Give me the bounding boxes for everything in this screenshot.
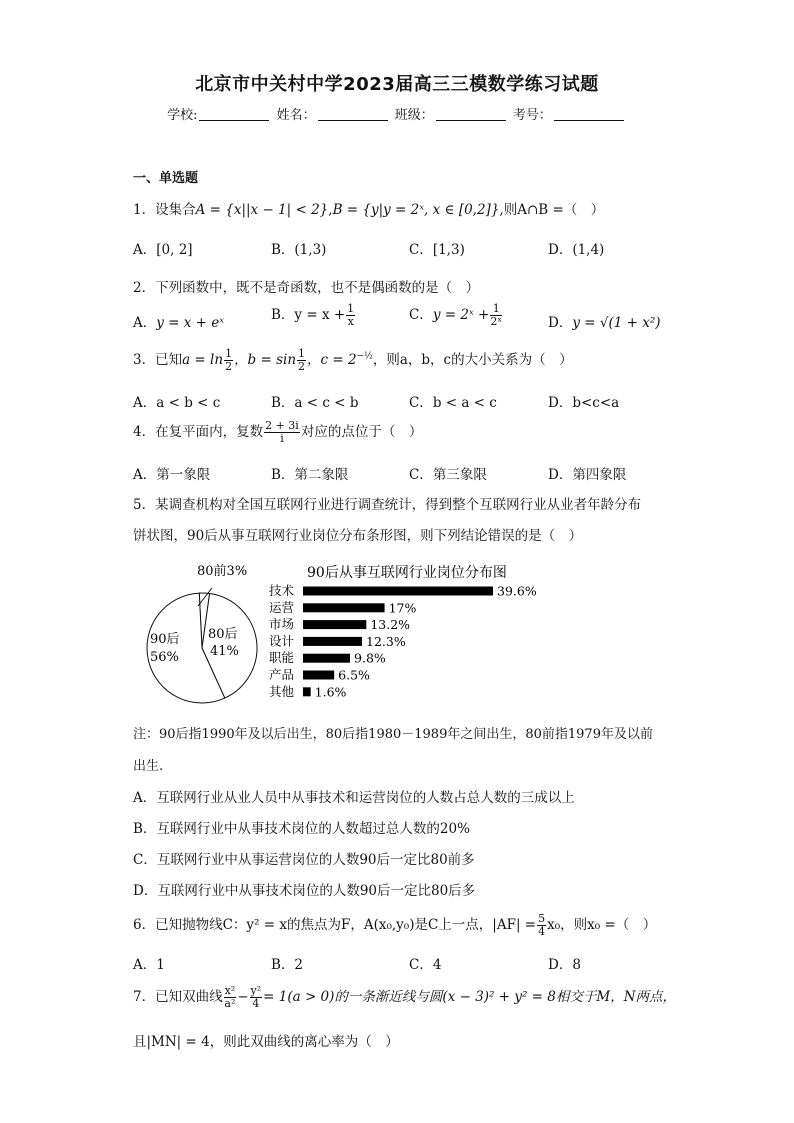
- exam-no-blank[interactable]: [554, 108, 624, 121]
- q2-option-d[interactable]: [548, 311, 661, 331]
- question-3: [133, 348, 573, 373]
- bar-运营: [303, 603, 385, 612]
- bar-category-label: 其他: [269, 683, 295, 699]
- q6-option-b[interactable]: B．2: [271, 957, 304, 973]
- q3-c-exponent: −½: [356, 351, 373, 362]
- fraction-numerator: x²: [224, 984, 236, 997]
- bar-category-label: 产品: [269, 667, 295, 682]
- q3-a-expr: a = ln: [182, 352, 224, 368]
- pie-label-90-after-name: 90后: [150, 632, 180, 647]
- q6-option-c[interactable]: C．4: [409, 957, 442, 973]
- q5-option-b[interactable]: B．互联网行业中从事技术岗位的人数超过总人数的20%: [133, 821, 470, 837]
- bar-市场: [303, 620, 366, 629]
- q2-option-a-expr: y = x + eˣ: [156, 315, 225, 331]
- school-label: 学校:: [167, 108, 198, 123]
- q3-option-b[interactable]: B．a < c < b: [271, 395, 359, 411]
- question-7: [133, 985, 676, 1010]
- q6-stem: 6．已知抛物线C：y² = x的焦点为F，A(x₀,y₀)是C上一点，|AF| =: [133, 917, 537, 933]
- pie-label-80-after-pct: 41%: [210, 644, 239, 659]
- bar-技术: [303, 587, 493, 596]
- page-title: 北京市中关村中学2023届高三三模数学练习试题: [195, 74, 599, 95]
- q3-c-expr: ，c = 2: [307, 352, 357, 368]
- fraction-numerator: 1: [347, 302, 355, 315]
- bar-设计: [303, 637, 362, 646]
- q4-option-b[interactable]: B．第二象限: [271, 467, 349, 483]
- q3-option-c[interactable]: C．b < a < c: [409, 395, 497, 411]
- bar-value-label: 17%: [388, 600, 417, 616]
- class-label: 班级：: [394, 108, 434, 123]
- bar-series: [269, 583, 537, 699]
- q6-option-a[interactable]: A．1: [133, 957, 165, 973]
- bar-chart-title: 90后从事互联网行业岗位分布图: [307, 565, 507, 581]
- age-pie-chart: [140, 558, 265, 708]
- bar-value-label: 9.8%: [354, 650, 386, 666]
- question-2: 2．下列函数中，既不是奇函数，也不是偶函数的是（ ）: [133, 280, 480, 296]
- fraction-numerator: 1: [225, 347, 233, 360]
- question-4: [133, 420, 422, 445]
- section-heading: 一、单选题: [133, 171, 199, 186]
- q4-option-d[interactable]: D．第四象限: [548, 467, 627, 483]
- q2-option-b-letter: B．: [271, 307, 295, 323]
- q5-note-line-1: 注：90后指1990年及以后出生，80后指1980－1989年之间出生，80前指1979年及以前: [133, 727, 653, 742]
- q4-fraction: [264, 420, 300, 445]
- q1-option-a[interactable]: A．[0, 2]: [133, 242, 193, 258]
- bar-value-label: 13.2%: [370, 617, 411, 633]
- q3-a-fraction: [224, 348, 233, 373]
- fraction-denominator: x: [347, 315, 354, 328]
- question-5-line-2: 饼状图，90后从事互联网行业岗位分布条形图，则下列结论错误的是（ ）: [133, 528, 583, 544]
- q1-set-a: A = {x||x − 1| < 2}: [195, 202, 329, 218]
- q3-stem: 3．已知: [133, 352, 183, 368]
- q7-mid: = 1(a > 0)的一条渐近线与圆(x − 3)² + y² = 8相交于M，N两点，: [263, 989, 677, 1005]
- q5-option-c[interactable]: C．互联网行业中从事运营岗位的人数90后一定比80前多: [133, 852, 475, 868]
- bar-category-label: 职能: [269, 650, 295, 666]
- q2-option-b[interactable]: [271, 303, 356, 328]
- name-label: 姓名：: [276, 108, 316, 123]
- q6-fraction: [537, 913, 546, 938]
- q2-option-c-letter: C．: [409, 307, 433, 323]
- q2-option-a-letter: A．: [133, 315, 157, 331]
- question-6: [133, 913, 656, 938]
- q2-option-d-letter: D．: [548, 315, 573, 331]
- pie-slices: [147, 593, 257, 703]
- fraction-denominator: 2ˣ: [490, 315, 503, 328]
- q5-option-d[interactable]: D．互联网行业中从事技术岗位的人数90后一定比80后多: [133, 883, 476, 899]
- fraction-denominator: 4: [252, 997, 260, 1010]
- name-blank[interactable]: [318, 108, 388, 121]
- bar-其他: [303, 687, 311, 696]
- question-1: [133, 198, 604, 218]
- pie-label-90-after-pct: 56%: [150, 650, 179, 665]
- bar-value-label: 1.6%: [314, 684, 347, 700]
- bar-value-label: 12.3%: [366, 633, 406, 649]
- q1-option-b[interactable]: B．(1,3): [271, 242, 327, 258]
- question-5-line-1: 5．某调查机构对全国互联网行业进行调查统计，得到整个互联网行业从业者年龄分布: [133, 497, 642, 513]
- q2-option-b-fraction: [346, 303, 355, 328]
- bar-category-label: 技术: [269, 583, 295, 598]
- pie-label-80-before: 80前3%: [197, 564, 248, 579]
- student-info: [0, 104, 794, 123]
- fraction-denominator: 2: [298, 360, 306, 373]
- q2-option-d-expr: y = √(1 + x²): [572, 315, 661, 331]
- q3-b-expr: ，b = sin: [234, 352, 297, 368]
- fraction-denominator: i: [280, 432, 284, 445]
- q1-stem: 1．设集合: [133, 202, 196, 218]
- q2-option-c-fraction: [490, 303, 502, 328]
- q1-comma: ,: [328, 202, 333, 218]
- fraction-denominator: 2: [225, 360, 233, 373]
- fraction-numerator: 5: [538, 912, 546, 925]
- fraction-numerator: 1: [490, 303, 502, 316]
- fraction-denominator: a²: [224, 997, 236, 1010]
- fraction-numerator: 2 + 3i: [265, 419, 299, 432]
- q4-tail: 对应的点位于（ ）: [300, 424, 423, 440]
- q1-option-c[interactable]: C．[1,3): [409, 242, 465, 258]
- q7-fraction-2: [250, 985, 263, 1010]
- bar-category-label: 市场: [269, 616, 295, 632]
- bar-category-label: 运营: [269, 599, 295, 615]
- q2-option-b-expr: y = x +: [294, 307, 346, 323]
- q7-minus: −: [237, 989, 249, 1005]
- school-blank[interactable]: [199, 108, 269, 121]
- q2-option-a[interactable]: [133, 311, 224, 331]
- bar-value-label: 39.6%: [497, 583, 537, 599]
- pie-label-80-after-name: 80后: [208, 627, 238, 642]
- class-blank[interactable]: [436, 108, 506, 121]
- q3-tail: ，则a，b，c的大小关系为（ ）: [372, 352, 573, 368]
- q1-tail: ,则A∩B =（ ）: [499, 202, 605, 218]
- q3-b-fraction: [297, 348, 306, 373]
- q7-stem: 7．已知双曲线: [133, 989, 223, 1005]
- q7-fraction-1: [224, 985, 237, 1010]
- q3-option-a[interactable]: A．a < b < c: [133, 395, 221, 411]
- job-bar-chart: [265, 560, 565, 705]
- fraction-numerator: 1: [298, 347, 306, 360]
- bar-category-label: 设计: [269, 633, 295, 649]
- q6-option-d[interactable]: D．8: [548, 957, 581, 973]
- q2-option-c[interactable]: [409, 303, 503, 328]
- q5-note-line-2: 出生.: [133, 759, 164, 774]
- q4-option-a[interactable]: A．第一象限: [133, 467, 211, 483]
- q4-stem: 4．在复平面内，复数: [133, 424, 264, 440]
- fraction-numerator: y²: [250, 984, 262, 997]
- q2-option-c-expr: y = 2ˣ +: [432, 307, 490, 323]
- exam-no-label: 考号：: [512, 108, 552, 123]
- q5-option-a[interactable]: A．互联网行业从业人员中从事技术和运营岗位的人数占总人数的三成以上: [133, 790, 575, 806]
- bar-产品: [303, 671, 334, 680]
- question-7-line-2: 且|MN| = 4，则此双曲线的离心率为（ ）: [133, 1034, 399, 1050]
- q4-option-c[interactable]: C．第三象限: [409, 467, 487, 483]
- q3-option-d[interactable]: D．b<c<a: [548, 395, 620, 411]
- bar-职能: [303, 654, 350, 663]
- q1-option-d[interactable]: D．(1,4): [548, 242, 605, 258]
- fraction-denominator: 4: [538, 925, 546, 938]
- q6-tail: x₀，则x₀ =（ ）: [547, 917, 657, 933]
- bar-value-label: 6.5%: [338, 667, 370, 683]
- q1-set-b: B = {y|y = 2ˣ, x ∈ [0,2]}: [332, 202, 500, 218]
